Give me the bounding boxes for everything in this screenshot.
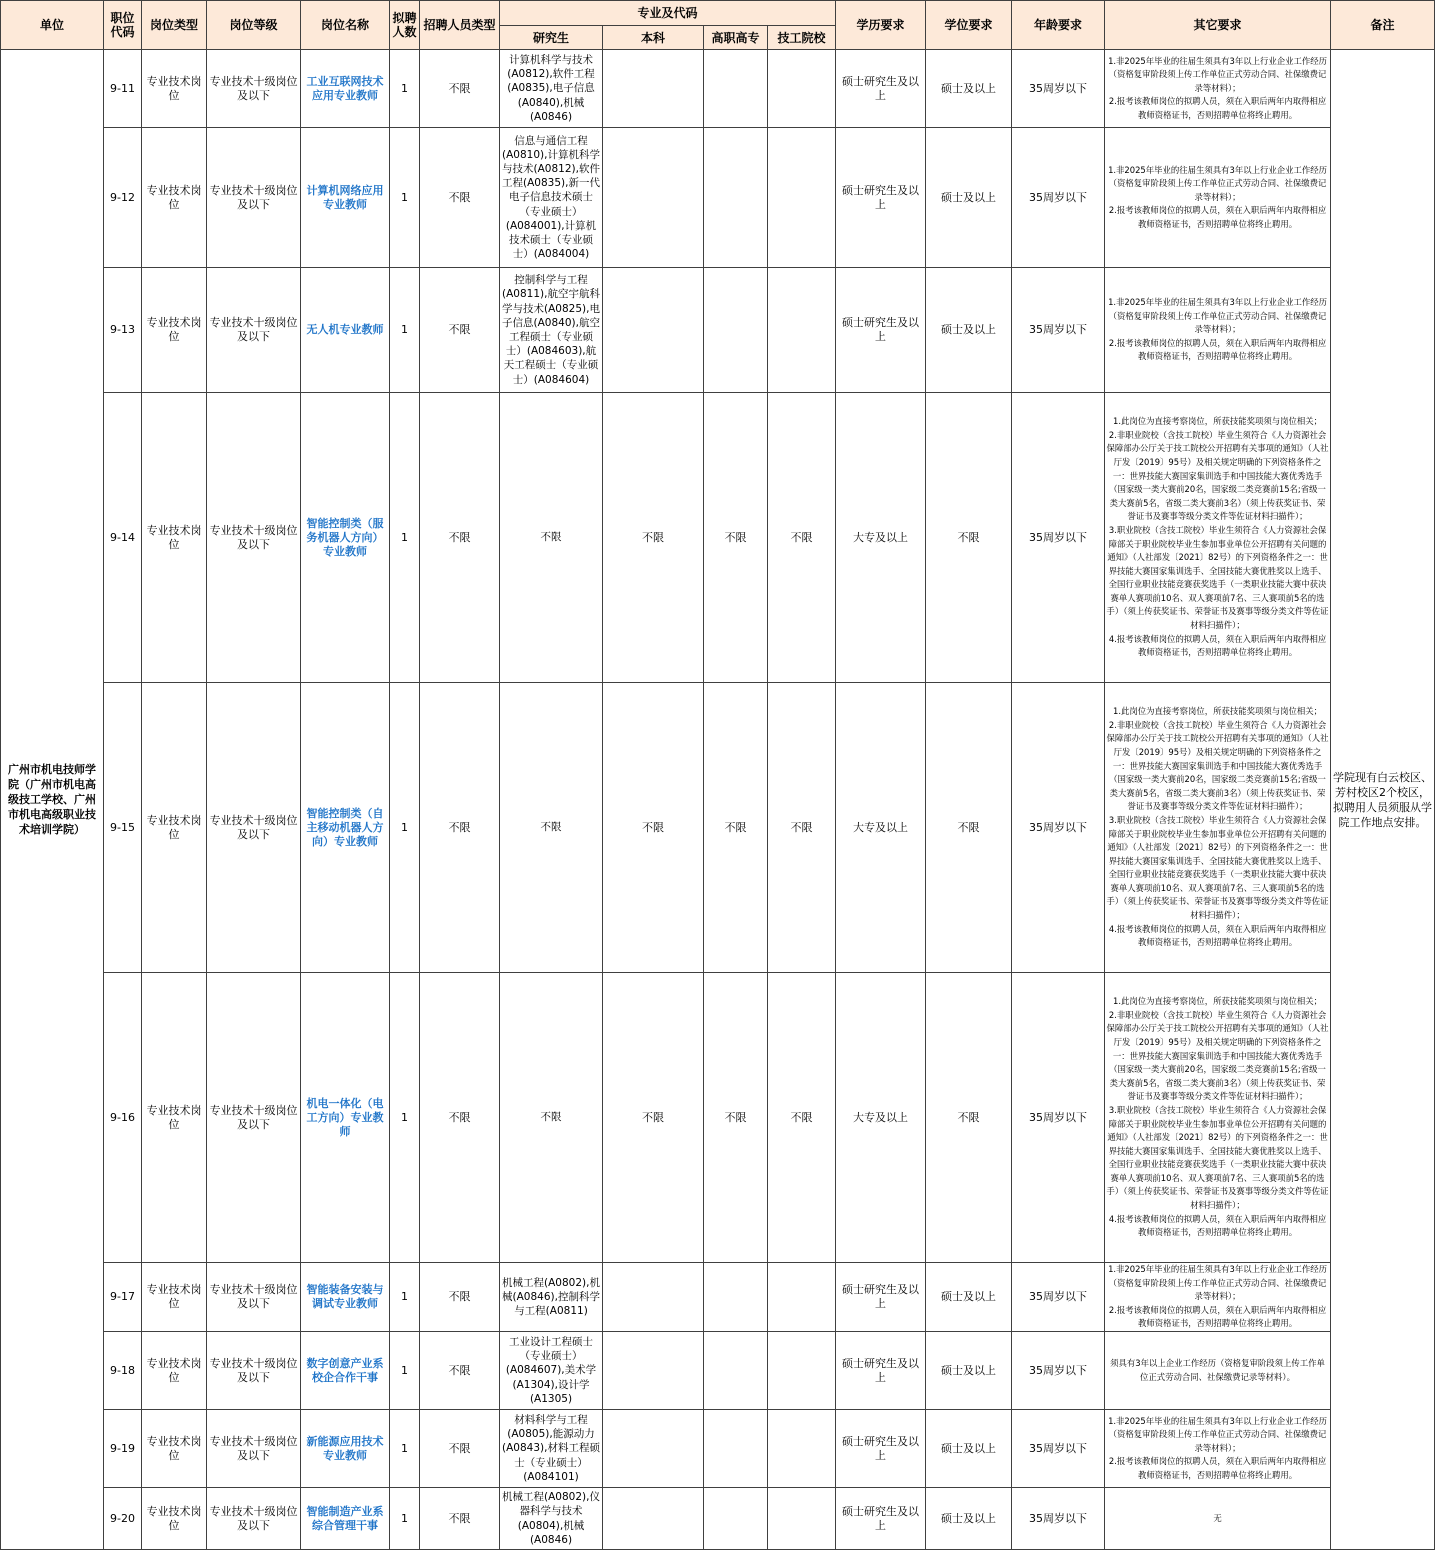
- technical-major-cell: [768, 128, 836, 268]
- position-name-cell: 智能装备安装与调试专业教师: [301, 1263, 390, 1332]
- education-cell: 硕士研究生及以上: [836, 1488, 926, 1550]
- count-cell: 1: [390, 973, 420, 1263]
- header-undergrad: 本科: [603, 26, 704, 50]
- degree-cell: 硕士及以上: [926, 1332, 1012, 1410]
- vocational-major-cell: 不限: [704, 973, 768, 1263]
- technical-major-cell: [768, 268, 836, 393]
- education-cell: 大专及以上: [836, 393, 926, 683]
- code-cell: 9-19: [104, 1410, 142, 1488]
- degree-cell: 不限: [926, 683, 1012, 973]
- vocational-major-cell: 不限: [704, 683, 768, 973]
- recruit-type-cell: 不限: [420, 128, 500, 268]
- degree-cell: 硕士及以上: [926, 1488, 1012, 1550]
- age-cell: 35周岁以下: [1012, 128, 1105, 268]
- education-cell: 大专及以上: [836, 973, 926, 1263]
- vocational-major-cell: [704, 1263, 768, 1332]
- type-cell: 专业技术岗位: [142, 973, 207, 1263]
- table-row: [1, 393, 1435, 683]
- other-requirements-cell: 1.此岗位为直接考察岗位，所获技能奖项须与岗位相关； 2.非职业院校（含技工院校）毕业生须符合《人力资源社会保障部办公厅关于技工院校公开招聘有关事项的通知》（人社厅发〔2019〕95号）及相关规定明确的下列资格条件之一：世界技能大赛国家集训选手和中国技能大赛优秀选手（国家级一类大赛前20名，国家级二类竞赛前15名;省级一类大赛前5名，省级二类大赛前3名）（须上传获奖证书、荣誉证书及赛事等级分类文件等佐证材料扫描件）； 3.职业院校（含技工院校）毕业生须符合《人力资源社会保障部关于职业院校毕业生参加事业单位公开招聘有关问题的通知》（人社部发〔2021〕82号）的下列资格条件之一：世界技能大赛国家集训选手、全国技能大赛优胜奖以上选手、全国行业职业技能竞赛获奖选手（一类职业技能大赛中获决赛单人赛项前10名、双人赛项前7名、三人赛项前5名的选手）（须上传获奖证书、荣誉证书及赛事等级分类文件等佐证材料扫描件）； 4.报考该教师岗位的拟聘人员，须在入职后两年内取得相应教师资格证书，否则招聘单位将终止聘用。: [1105, 973, 1331, 1263]
- undergrad-major-cell: [603, 1410, 704, 1488]
- vocational-major-cell: [704, 268, 768, 393]
- grade-cell: 专业技术十级岗位及以下: [207, 1263, 301, 1332]
- technical-major-cell: 不限: [768, 973, 836, 1263]
- position-name-cell: 无人机专业教师: [301, 268, 390, 393]
- table-row: [1, 128, 1435, 268]
- remark-cell: 学院现有白云校区、芳村校区2个校区，拟聘用人员须服从学院工作地点安排。: [1331, 50, 1435, 1550]
- header-edu: 学历要求: [836, 1, 926, 50]
- undergrad-major-cell: [603, 50, 704, 128]
- age-cell: 35周岁以下: [1012, 50, 1105, 128]
- code-cell: 9-16: [104, 973, 142, 1263]
- count-cell: 1: [390, 683, 420, 973]
- technical-major-cell: [768, 1488, 836, 1550]
- age-cell: 35周岁以下: [1012, 973, 1105, 1263]
- type-cell: 专业技术岗位: [142, 50, 207, 128]
- grad-major-cell: 机械工程(A0802),机械(A0846),控制科学与工程(A0811): [500, 1263, 603, 1332]
- other-requirements-cell: 1.非2025年毕业的往届生须具有3年以上行业企业工作经历（资格复审阶段须上传工作单位正式劳动合同、社保缴费记录等材料）； 2.报考该教师岗位的拟聘人员，须在入职后两年内取得相应教师资格证书，否则招聘单位将终止聘用。: [1105, 128, 1331, 268]
- table-row: [1, 1410, 1435, 1488]
- grad-major-cell: 工业设计工程硕士（专业硕士）(A084607),美术学(A1304),设计学(A1305): [500, 1332, 603, 1410]
- type-cell: 专业技术岗位: [142, 683, 207, 973]
- position-name-cell: 智能制造产业系综合管理干事: [301, 1488, 390, 1550]
- count-cell: 1: [390, 128, 420, 268]
- age-cell: 35周岁以下: [1012, 1488, 1105, 1550]
- other-requirements-cell: 1.非2025年毕业的往届生须具有3年以上行业企业工作经历（资格复审阶段须上传工作单位正式劳动合同、社保缴费记录等材料）； 2.报考该教师岗位的拟聘人员，须在入职后两年内取得相应教师资格证书，否则招聘单位将终止聘用。: [1105, 268, 1331, 393]
- grad-major-cell: 材料科学与工程(A0805),能源动力(A0843),材料工程硕士（专业硕士）(A084101): [500, 1410, 603, 1488]
- code-cell: 9-15: [104, 683, 142, 973]
- recruit-type-cell: 不限: [420, 683, 500, 973]
- degree-cell: 不限: [926, 393, 1012, 683]
- grad-major-cell: 不限: [500, 973, 603, 1263]
- header-grade: 岗位等级: [207, 1, 301, 50]
- recruit-type-cell: 不限: [420, 268, 500, 393]
- undergrad-major-cell: [603, 128, 704, 268]
- education-cell: 硕士研究生及以上: [836, 1410, 926, 1488]
- grade-cell: 专业技术十级岗位及以下: [207, 1488, 301, 1550]
- degree-cell: 不限: [926, 973, 1012, 1263]
- age-cell: 35周岁以下: [1012, 393, 1105, 683]
- other-requirements-cell: 无: [1105, 1488, 1331, 1550]
- undergrad-major-cell: [603, 1488, 704, 1550]
- table-body: [1, 50, 1435, 1550]
- technical-major-cell: [768, 50, 836, 128]
- recruit-type-cell: 不限: [420, 973, 500, 1263]
- vocational-major-cell: [704, 1410, 768, 1488]
- degree-cell: 硕士及以上: [926, 1263, 1012, 1332]
- count-cell: 1: [390, 1488, 420, 1550]
- education-cell: 硕士研究生及以上: [836, 268, 926, 393]
- position-name-cell: 计算机网络应用专业教师: [301, 128, 390, 268]
- header-grad: 研究生: [500, 26, 603, 50]
- code-cell: 9-13: [104, 268, 142, 393]
- grad-major-cell: 机械工程(A0802),仪器科学与技术(A0804),机械(A0846): [500, 1488, 603, 1550]
- degree-cell: 硕士及以上: [926, 268, 1012, 393]
- table-row: [1, 1488, 1435, 1550]
- technical-major-cell: 不限: [768, 683, 836, 973]
- code-cell: 9-11: [104, 50, 142, 128]
- grad-major-cell: 不限: [500, 683, 603, 973]
- header-vocational: 高职高专: [704, 26, 768, 50]
- recruit-type-cell: 不限: [420, 50, 500, 128]
- age-cell: 35周岁以下: [1012, 1332, 1105, 1410]
- position-name-cell: 新能源应用技术专业教师: [301, 1410, 390, 1488]
- undergrad-major-cell: 不限: [603, 683, 704, 973]
- technical-major-cell: [768, 1263, 836, 1332]
- education-cell: 硕士研究生及以上: [836, 128, 926, 268]
- header-unit: 单位: [1, 1, 104, 50]
- position-name-cell: 机电一体化（电工方向）专业教师: [301, 973, 390, 1263]
- other-requirements-cell: 1.非2025年毕业的往届生须具有3年以上行业企业工作经历（资格复审阶段须上传工作单位正式劳动合同、社保缴费记录等材料）； 2.报考该教师岗位的拟聘人员，须在入职后两年内取得相应教师资格证书，否则招聘单位将终止聘用。: [1105, 1410, 1331, 1488]
- recruit-type-cell: 不限: [420, 1332, 500, 1410]
- education-cell: 大专及以上: [836, 683, 926, 973]
- technical-major-cell: 不限: [768, 393, 836, 683]
- grad-major-cell: 不限: [500, 393, 603, 683]
- grade-cell: 专业技术十级岗位及以下: [207, 683, 301, 973]
- other-requirements-cell: 1.此岗位为直接考察岗位，所获技能奖项须与岗位相关； 2.非职业院校（含技工院校）毕业生须符合《人力资源社会保障部办公厅关于技工院校公开招聘有关事项的通知》（人社厅发〔2019〕95号）及相关规定明确的下列资格条件之一：世界技能大赛国家集训选手和中国技能大赛优秀选手（国家级一类大赛前20名，国家级二类竞赛前15名;省级一类大赛前5名，省级二类大赛前3名）（须上传获奖证书、荣誉证书及赛事等级分类文件等佐证材料扫描件）； 3.职业院校（含技工院校）毕业生须符合《人力资源社会保障部关于职业院校毕业生参加事业单位公开招聘有关问题的通知》（人社部发〔2021〕82号）的下列资格条件之一：世界技能大赛国家集训选手、全国技能大赛优胜奖以上选手、全国行业职业技能竞赛获奖选手（一类职业技能大赛中获决赛单人赛项前10名、双人赛项前7名、三人赛项前5名的选手）（须上传获奖证书、荣誉证书及赛事等级分类文件等佐证材料扫描件）； 4.报考该教师岗位的拟聘人员，须在入职后两年内取得相应教师资格证书，否则招聘单位将终止聘用。: [1105, 683, 1331, 973]
- technical-major-cell: [768, 1332, 836, 1410]
- code-cell: 9-18: [104, 1332, 142, 1410]
- vocational-major-cell: 不限: [704, 393, 768, 683]
- education-cell: 硕士研究生及以上: [836, 1332, 926, 1410]
- degree-cell: 硕士及以上: [926, 128, 1012, 268]
- grade-cell: 专业技术十级岗位及以下: [207, 268, 301, 393]
- age-cell: 35周岁以下: [1012, 268, 1105, 393]
- recruit-type-cell: 不限: [420, 1410, 500, 1488]
- grad-major-cell: 计算机科学与技术(A0812),软件工程(A0835),电子信息(A0840),机械(A0846): [500, 50, 603, 128]
- grad-major-cell: 控制科学与工程(A0811),航空宇航科学与技术(A0825),电子信息(A0840),航空工程硕士（专业硕士）(A084603),航天工程硕士（专业硕士）(A084604): [500, 268, 603, 393]
- count-cell: 1: [390, 1410, 420, 1488]
- header-age: 年龄要求: [1012, 1, 1105, 50]
- code-cell: 9-20: [104, 1488, 142, 1550]
- grade-cell: 专业技术十级岗位及以下: [207, 50, 301, 128]
- header-remark: 备注: [1331, 1, 1435, 50]
- count-cell: 1: [390, 393, 420, 683]
- other-requirements-cell: 须具有3年以上企业工作经历（资格复审阶段须上传工作单位正式劳动合同、社保缴费记录等材料）。: [1105, 1332, 1331, 1410]
- grade-cell: 专业技术十级岗位及以下: [207, 1332, 301, 1410]
- unit-name-cell: 广州市机电技师学院（广州市机电高级技工学校、广州市机电高级职业技术培训学院）: [1, 50, 104, 1550]
- table-row: [1, 683, 1435, 973]
- recruit-type-cell: 不限: [420, 1488, 500, 1550]
- header-recruit: 招聘人员类型: [420, 1, 500, 50]
- age-cell: 35周岁以下: [1012, 1410, 1105, 1488]
- type-cell: 专业技术岗位: [142, 1488, 207, 1550]
- position-name-cell: 智能控制类（服务机器人方向）专业教师: [301, 393, 390, 683]
- undergrad-major-cell: 不限: [603, 973, 704, 1263]
- code-cell: 9-17: [104, 1263, 142, 1332]
- header-count: 拟聘 人数: [390, 1, 420, 50]
- age-cell: 35周岁以下: [1012, 683, 1105, 973]
- table-row: [1, 268, 1435, 393]
- grade-cell: 专业技术十级岗位及以下: [207, 1410, 301, 1488]
- header-major-group: 专业及代码: [500, 1, 836, 26]
- undergrad-major-cell: 不限: [603, 393, 704, 683]
- age-cell: 35周岁以下: [1012, 1263, 1105, 1332]
- technical-major-cell: [768, 1410, 836, 1488]
- type-cell: 专业技术岗位: [142, 268, 207, 393]
- type-cell: 专业技术岗位: [142, 128, 207, 268]
- education-cell: 硕士研究生及以上: [836, 50, 926, 128]
- count-cell: 1: [390, 1332, 420, 1410]
- recruit-type-cell: 不限: [420, 393, 500, 683]
- type-cell: 专业技术岗位: [142, 1410, 207, 1488]
- grade-cell: 专业技术十级岗位及以下: [207, 393, 301, 683]
- undergrad-major-cell: [603, 268, 704, 393]
- grad-major-cell: 信息与通信工程(A0810),计算机科学与技术(A0812),软件工程(A0835),新一代电子信息技术硕士（专业硕士）(A084001),计算机技术硕士（专业硕士）(A084004): [500, 128, 603, 268]
- vocational-major-cell: [704, 50, 768, 128]
- vocational-major-cell: [704, 1332, 768, 1410]
- code-cell: 9-12: [104, 128, 142, 268]
- table-row: [1, 973, 1435, 1263]
- header-technical: 技工院校: [768, 26, 836, 50]
- count-cell: 1: [390, 268, 420, 393]
- code-cell: 9-14: [104, 393, 142, 683]
- undergrad-major-cell: [603, 1263, 704, 1332]
- table-row: [1, 1332, 1435, 1410]
- undergrad-major-cell: [603, 1332, 704, 1410]
- type-cell: 专业技术岗位: [142, 1332, 207, 1410]
- other-requirements-cell: 1.非2025年毕业的往届生须具有3年以上行业企业工作经历（资格复审阶段须上传工作单位正式劳动合同、社保缴费记录等材料）； 2.报考该教师岗位的拟聘人员，须在入职后两年内取得相应教师资格证书，否则招聘单位将终止聘用。: [1105, 50, 1331, 128]
- header-other: 其它要求: [1105, 1, 1331, 50]
- header-code: 职位 代码: [104, 1, 142, 50]
- type-cell: 专业技术岗位: [142, 1263, 207, 1332]
- table-row: [1, 1263, 1435, 1332]
- recruit-type-cell: 不限: [420, 1263, 500, 1332]
- table-row: [1, 50, 1435, 128]
- degree-cell: 硕士及以上: [926, 1410, 1012, 1488]
- other-requirements-cell: 1.非2025年毕业的往届生须具有3年以上行业企业工作经历（资格复审阶段须上传工作单位正式劳动合同、社保缴费记录等材料）； 2.报考该教师岗位的拟聘人员，须在入职后两年内取得相应教师资格证书，否则招聘单位将终止聘用。: [1105, 1263, 1331, 1332]
- position-name-cell: 数字创意产业系校企合作干事: [301, 1332, 390, 1410]
- header-name: 岗位名称: [301, 1, 390, 50]
- position-name-cell: 智能控制类（自主移动机器人方向）专业教师: [301, 683, 390, 973]
- type-cell: 专业技术岗位: [142, 393, 207, 683]
- count-cell: 1: [390, 50, 420, 128]
- other-requirements-cell: 1.此岗位为直接考察岗位，所获技能奖项须与岗位相关； 2.非职业院校（含技工院校）毕业生须符合《人力资源社会保障部办公厅关于技工院校公开招聘有关事项的通知》（人社厅发〔2019〕95号）及相关规定明确的下列资格条件之一：世界技能大赛国家集训选手和中国技能大赛优秀选手（国家级一类大赛前20名，国家级二类竞赛前15名;省级一类大赛前5名，省级二类大赛前3名）（须上传获奖证书、荣誉证书及赛事等级分类文件等佐证材料扫描件）； 3.职业院校（含技工院校）毕业生须符合《人力资源社会保障部关于职业院校毕业生参加事业单位公开招聘有关问题的通知》（人社部发〔2021〕82号）的下列资格条件之一：世界技能大赛国家集训选手、全国技能大赛优胜奖以上选手、全国行业职业技能竞赛获奖选手（一类职业技能大赛中获决赛单人赛项前10名、双人赛项前7名、三人赛项前5名的选手）（须上传获奖证书、荣誉证书及赛事等级分类文件等佐证材料扫描件）； 4.报考该教师岗位的拟聘人员，须在入职后两年内取得相应教师资格证书，否则招聘单位将终止聘用。: [1105, 393, 1331, 683]
- grade-cell: 专业技术十级岗位及以下: [207, 973, 301, 1263]
- header-degree: 学位要求: [926, 1, 1012, 50]
- header-type: 岗位类型: [142, 1, 207, 50]
- grade-cell: 专业技术十级岗位及以下: [207, 128, 301, 268]
- education-cell: 硕士研究生及以上: [836, 1263, 926, 1332]
- count-cell: 1: [390, 1263, 420, 1332]
- degree-cell: 硕士及以上: [926, 50, 1012, 128]
- position-name-cell: 工业互联网技术应用专业教师: [301, 50, 390, 128]
- vocational-major-cell: [704, 128, 768, 268]
- vocational-major-cell: [704, 1488, 768, 1550]
